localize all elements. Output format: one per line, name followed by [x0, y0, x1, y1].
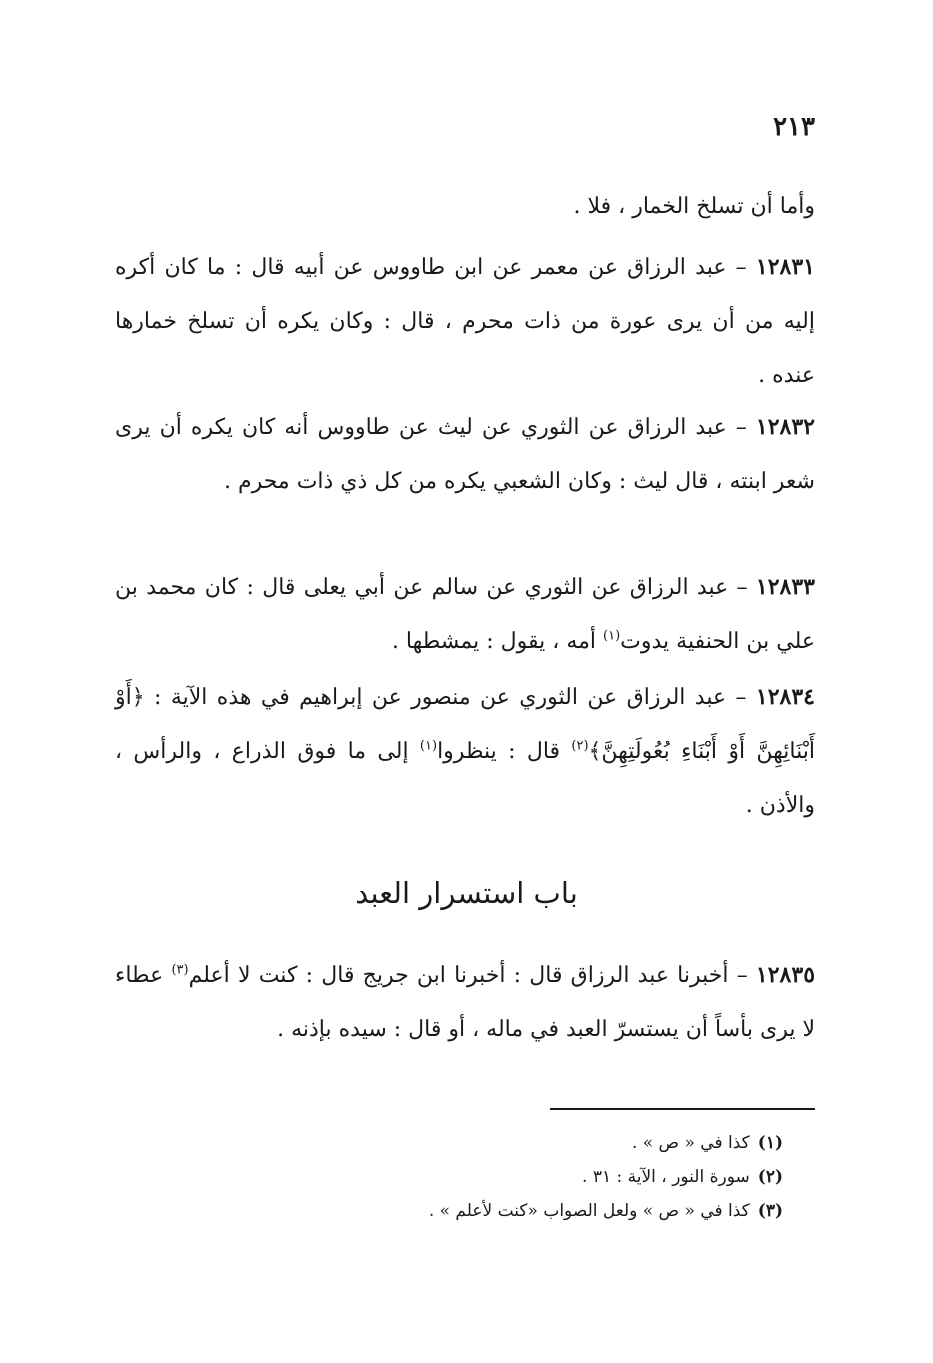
paragraph-text: وأما أن تسلخ الخمار ، فلا . [573, 194, 815, 219]
footnote-number: (١) [757, 1133, 783, 1153]
hadith-number: ١٢٨٣٢ [755, 414, 815, 440]
hadith-number: ١٢٨٣٣ [755, 574, 815, 600]
footnotes [123, 1126, 783, 1228]
hadith-text-end: إلى ما فوق الذراع ، والرأس ، والأذن . [115, 739, 815, 818]
hadith-text-cont: قال : ينظروا [437, 739, 572, 764]
hadith-12835 [115, 948, 815, 1057]
hadith-text: – عبد الرزاق عن الثوري عن ليث عن طاووس أنه كان يكره أن يرى شعر ابنته ، قال ليث : وكان الشعبي يكره من كل ذي ذات محرم . [115, 415, 815, 494]
footnote-marker: (١) [419, 738, 438, 754]
footnote-number: (٢) [757, 1167, 783, 1187]
hadith-text: – عبد الرزاق عن الثوري عن سالم عن أبي يعلى قال : كان محمد بن علي بن الحنفية يدوت [115, 575, 815, 654]
hadith-12832 [115, 400, 815, 509]
hadith-text: – عبد الرزاق عن الثوري عن منصور عن إبراهيم في هذه الآية : ﴿أَوْ أَبْنَائِهِنَّ أَوْ أَبْنَاءِ بُعُولَتِهِنَّ﴾ [115, 685, 815, 764]
paragraph-continuation [115, 180, 815, 234]
footnote-item [123, 1160, 783, 1194]
text-block-1 [115, 180, 815, 234]
hadith-text: – عبد الرزاق عن معمر عن ابن طاووس عن أبيه قال : ما كان أكره إليه من أن يرى عورة من ذات محرم ، قال : وكان يكره أن تسلخ خمارها عنده . [115, 255, 815, 388]
hadith-number: ١٢٨٣٥ [755, 962, 816, 988]
footnote-item [123, 1194, 783, 1228]
footnote-number: (٣) [757, 1201, 783, 1221]
section-heading: باب استسرار العبد [355, 876, 578, 910]
footnote-text: سورة النور ، الآية : ٣١ . [582, 1167, 750, 1187]
hadith-text: – أخبرنا عبد الرزاق قال : أخبرنا ابن جريج قال : كنت لا أعلم [188, 963, 756, 988]
footnote-marker: (٣) [171, 962, 189, 978]
footnote-item [123, 1126, 783, 1160]
footnote-divider [550, 1108, 815, 1110]
page-number: ٢١٣ [773, 112, 815, 142]
hadith-text-cont: عطاء لا يرى بأساً أن يستسرّ العبد في ماله ، أو قال : سيده بإذنه . [115, 963, 815, 1042]
footnote-text: كذا في « ص » . [631, 1133, 750, 1153]
hadith-number: ١٢٨٣١ [755, 254, 815, 280]
hadith-12834 [115, 670, 815, 833]
hadith-12831 [115, 240, 815, 403]
footnote-marker: (٢) [571, 738, 589, 754]
footnote-text: كذا في « ص » ولعل الصواب «كنت لأعلم » . [428, 1201, 750, 1221]
hadith-text-cont: أمه ، يقول : يمشطها . [391, 629, 604, 654]
hadith-12833 [115, 560, 815, 669]
hadith-number: ١٢٨٣٤ [755, 684, 815, 710]
footnote-marker: (١) [603, 628, 621, 644]
